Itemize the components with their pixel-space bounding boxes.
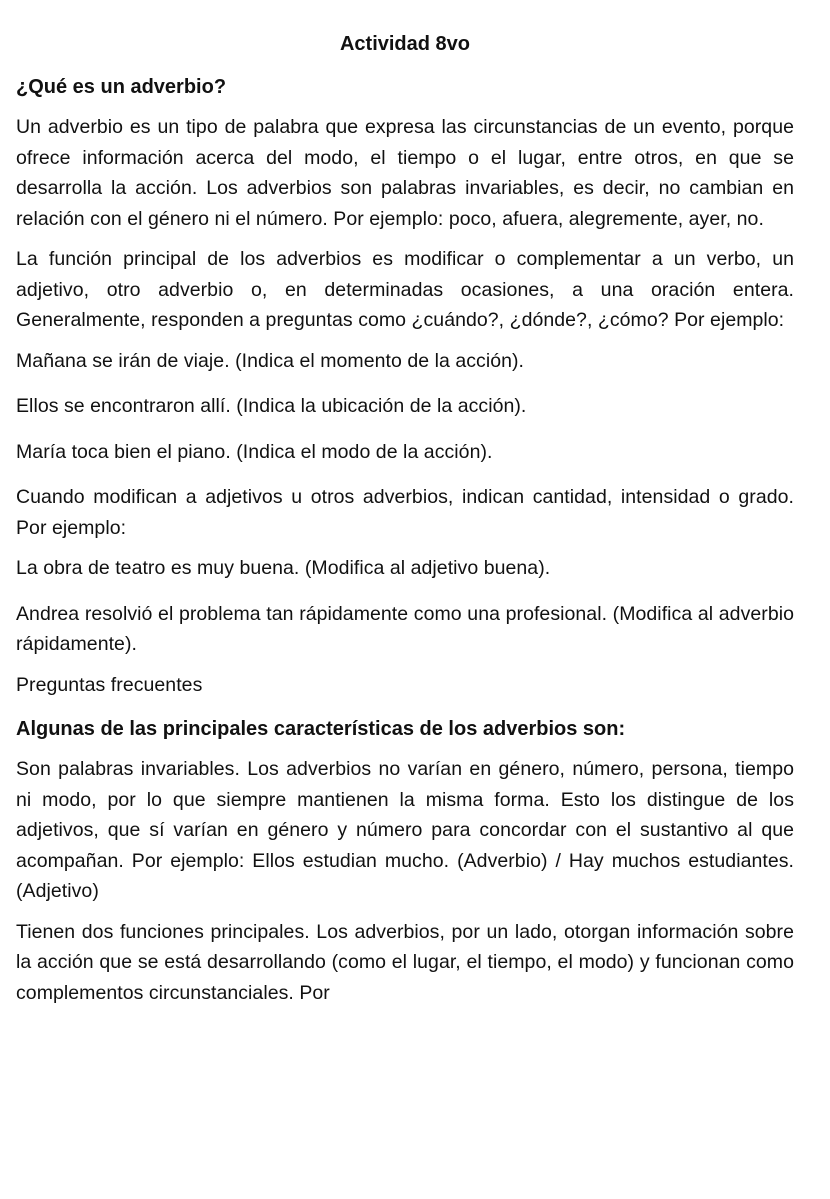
example-adjective: La obra de teatro es muy buena. (Modifica al adjetivo buena). — [16, 557, 551, 579]
paragraph-definition: Un adverbio es un tipo de palabra que expresa las circunstancias de un evento, porque ofrece información acerca del modo, el tiempo o el lugar, entre otros, en que se desarrolla la acción. Los adverbios son palabras invariables, es decir, no cambian en relación con el género ni el número. Por ejemplo: poco, afuera, alegremente, ayer, no. — [16, 116, 794, 230]
example-adverb: Andrea resolvió el problema tan rápidamente como una profesional. (Modifica al adverbio rápidamente). — [16, 602, 794, 655]
example-place: Ellos se encontraron allí. (Indica la ubicación de la acción). — [16, 395, 527, 417]
paragraph-modifiers: Cuando modifican a adjetivos u otros adverbios, indican cantidad, intensidad o grado. Por ejemplo: — [16, 486, 794, 539]
paragraph-invariable: Son palabras invariables. Los adverbios no varían en género, número, persona, tiempo ni modo, por lo que siempre mantienen la misma forma. Esto los distingue de los adjetivos, que sí varían en género y número para concordar con el sustantivo al que acompañan. Por ejemplo: Ellos estudian mucho. (Adverbio) / Hay muchos estudiantes. (Adjetivo) — [16, 758, 794, 902]
question-heading: ¿Qué es un adverbio? — [16, 76, 227, 98]
example-manner: María toca bien el piano. (Indica el modo de la acción). — [16, 440, 493, 463]
paragraph-function: La función principal de los adverbios es modificar o complementar a un verbo, un adjetivo, otro adverbio o, en determinadas ocasiones, a una oración entera. Generalmente, responden a preguntas como ¿cuándo?, ¿dónde?, ¿cómo? Por ejemplo: — [16, 248, 794, 331]
document-title: Actividad 8vo — [339, 33, 471, 55]
faq-label: Preguntas frecuentes — [16, 673, 203, 696]
example-time: Mañana se irán de viaje. (Indica el momento de la acción). — [16, 349, 525, 372]
paragraph-two-functions: Tienen dos funciones principales. Los adverbios, por un lado, otorgan información sobre la acción que se está desarrollando (como el lugar, el tiempo, el modo) y funcionan como complementos circunstanciales. Por — [16, 920, 794, 1004]
characteristics-heading: Algunas de las principales características de los adverbios son: — [16, 718, 626, 740]
